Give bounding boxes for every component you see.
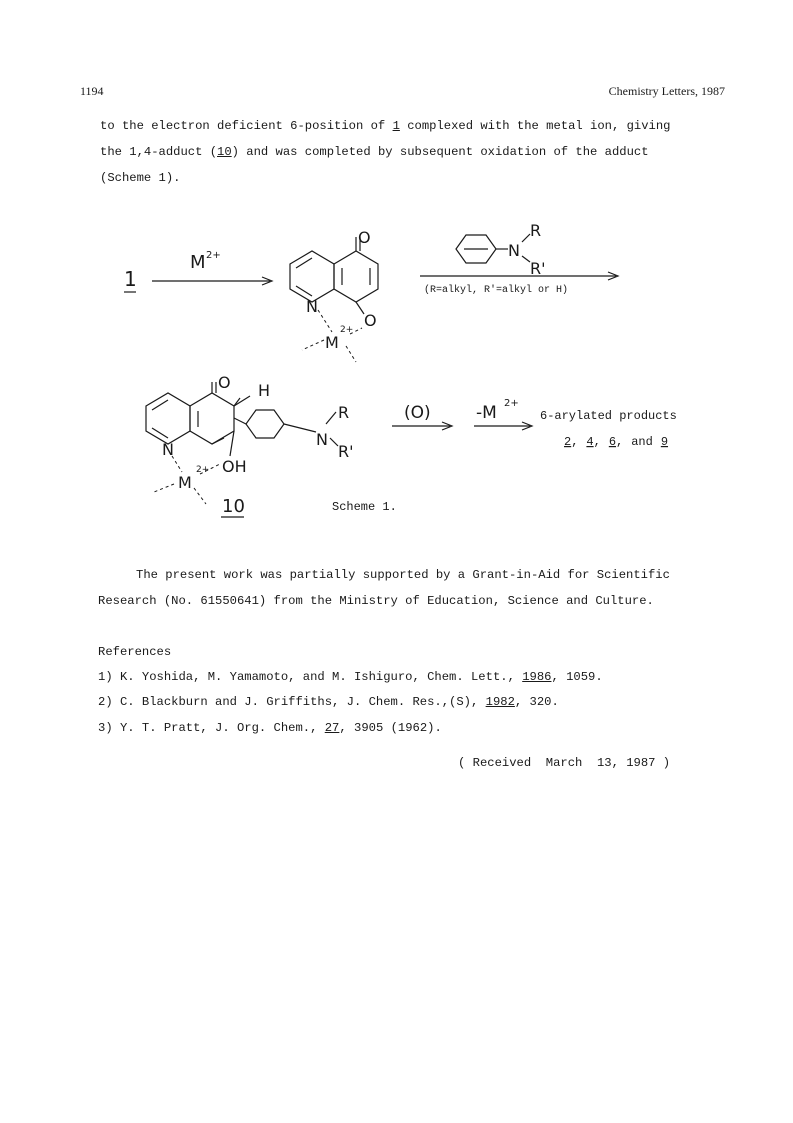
scheme-drawing (0, 0, 793, 540)
charge-label: 2+ (206, 250, 221, 261)
compound-10-label: 10 (222, 496, 245, 517)
journal-running-head: Chemistry Letters, 1987 (608, 84, 725, 98)
separator: and (631, 435, 653, 449)
page-number: 1194 (80, 84, 104, 98)
reference-text: 1) K. Yoshida, M. Yamamoto, and M. Ishiguro, Chem. Lett., (98, 670, 523, 684)
atom-oxygen: O (218, 373, 231, 392)
products-label: 6-arylated products (540, 409, 677, 423)
products-list (564, 435, 668, 449)
separator: , (616, 435, 624, 449)
atom-nitrogen: N (306, 297, 318, 316)
atom-oxygen: O (358, 228, 371, 247)
reference-text: 2) C. Blackburn and J. Griffiths, J. Chem. Res.,(S), (98, 695, 486, 709)
intro-text: to the electron deficient 6-position of (100, 119, 393, 133)
scheme-caption: Scheme 1. (332, 500, 397, 514)
acknowledgment-line-1: The present work was partially supported by a Grant-in-Aid for Scientific (136, 568, 670, 582)
received-date: ( Received March 13, 1987 ) (458, 756, 671, 770)
product-ref: 2 (564, 435, 572, 449)
charge-label: 2+ (196, 465, 210, 475)
substituent-r-prime: R' (530, 259, 546, 278)
substituent-r: R (530, 221, 542, 240)
separator: , (571, 435, 579, 449)
reference-3 (98, 721, 442, 735)
oxidation-label: (O) (404, 403, 431, 423)
reference-1 (98, 670, 603, 684)
reference-2 (98, 695, 559, 709)
reference-text: , 1059. (551, 670, 603, 684)
atom-nitrogen: N (508, 241, 520, 260)
reference-text: , 3905 (1962). (339, 721, 442, 735)
metal-label: M (190, 252, 206, 273)
reaction-scheme (0, 0, 793, 540)
compound-1-label: 1 (124, 267, 137, 291)
charge-label: 2+ (340, 325, 354, 335)
metal-label: M (325, 333, 339, 352)
reference-text: 3) Y. T. Pratt, J. Org. Chem., (98, 721, 325, 735)
reference-text: , 320. (514, 695, 559, 709)
intro-line-3: (Scheme 1). (100, 171, 181, 185)
metal-removal-label: -M (476, 403, 497, 423)
substituent-r: R (338, 403, 350, 422)
product-ref: 4 (586, 435, 594, 449)
atom-nitrogen: N (162, 440, 174, 459)
compound-ref: 10 (217, 145, 232, 159)
atom-oxygen: O (364, 311, 377, 330)
atom-hydrogen: H (258, 381, 271, 400)
metal-label: M (178, 473, 192, 492)
reference-year: 1982 (485, 695, 515, 709)
intro-text: complexed with the metal ion, giving (399, 119, 671, 133)
reference-volume: 27 (324, 721, 340, 735)
substituent-r-prime: R' (338, 442, 354, 461)
intro-text: the 1,4-adduct ( (100, 145, 218, 159)
atom-nitrogen: N (316, 430, 328, 449)
reagent-note: (R=alkyl, R'=alkyl or H) (424, 285, 569, 296)
reference-year: 1986 (522, 670, 552, 684)
product-ref: 9 (660, 435, 669, 449)
compound-ref: 1 (392, 119, 400, 133)
charge-label: 2+ (504, 398, 519, 409)
atom-hydroxyl: OH (222, 457, 247, 476)
product-ref: 6 (608, 435, 617, 449)
acknowledgment-line-2: Research (No. 61550641) from the Ministry of Education, Science and Culture. (98, 594, 654, 608)
intro-text: ) and was completed by subsequent oxidation of the adduct (231, 145, 649, 159)
separator: , (593, 435, 601, 449)
adduct-10-structure (146, 382, 338, 504)
references-heading: References (98, 645, 172, 659)
